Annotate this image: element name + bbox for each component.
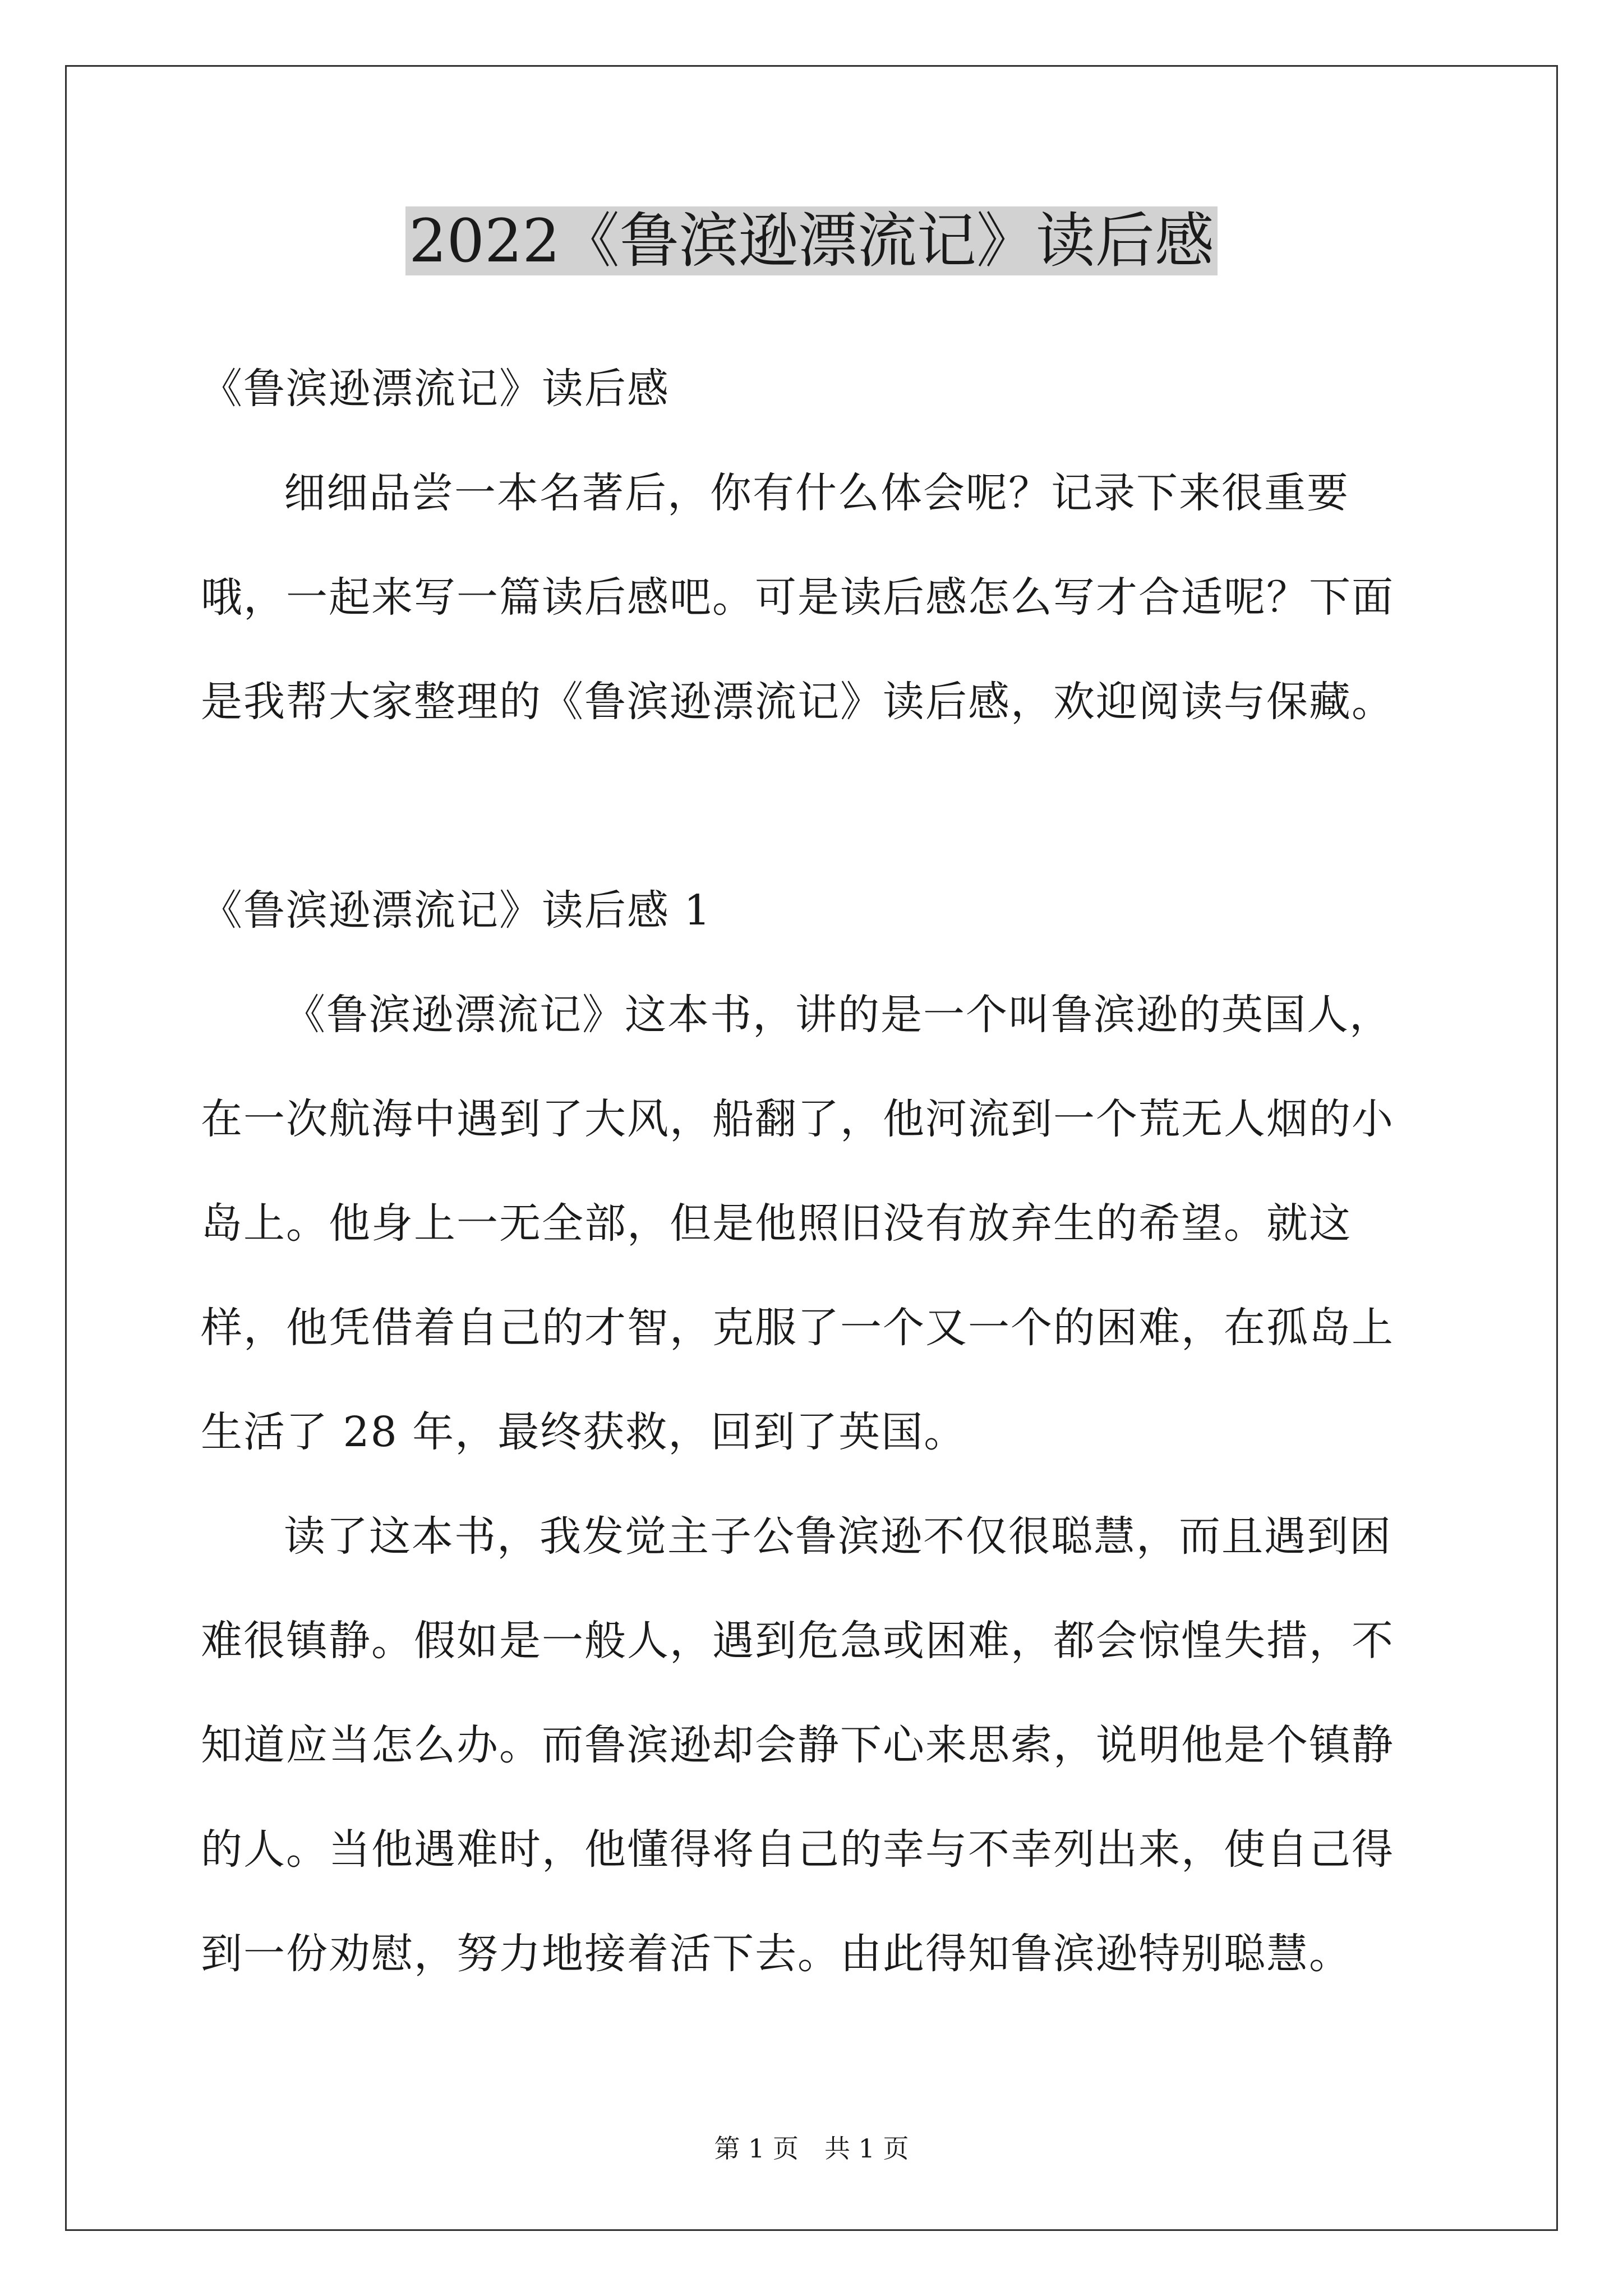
document-title-text: 2022《鲁滨逊漂流记》读后感 xyxy=(405,206,1218,275)
page-footer: 第 1 页 共 1 页 xyxy=(714,2133,909,2164)
body-paragraph-2: 读了这本书，我发觉主子公鲁滨逊不仅很聪慧，而且遇到困难很镇静。假如是一般人，遇到危急或困难，都会惊惶失措，不知道应当怎么办。而鲁滨逊却会静下心来思索，说明他是个镇静的人。当他遇难时，他懂得将自己的幸与不幸列出来，使自己得到一份劝慰，努力地接着活下去。由此得知鲁滨逊特别聪慧。 xyxy=(201,1512,1394,1978)
intro-paragraph: 细细品尝一本名著后，你有什么体会呢？记录下来很重要哦，一起来写一篇读后感吧。可是读后感怎么写才合适呢？下面是我帮大家整理的《鲁滨逊漂流记》读后感，欢迎阅读与保藏。 xyxy=(201,469,1394,726)
body-paragraph-1: 《鲁滨逊漂流记》这本书，讲的是一个叫鲁滨逊的英国人，在一次航海中遇到了大风，船翻了，他河流到一个荒无人烟的小岛上。他身上一无全部，但是他照旧没有放弃生的希望。就这样，他凭借着自己的才智，克服了一个又一个的困难，在孤岛上生活了 28 年，最终获救，回到了英国。 xyxy=(201,991,1394,1456)
section-heading: 《鲁滨逊漂流记》读后感 1 xyxy=(201,886,712,935)
document-title xyxy=(0,199,1623,283)
document-heading: 《鲁滨逊漂流记》读后感 xyxy=(201,365,670,413)
